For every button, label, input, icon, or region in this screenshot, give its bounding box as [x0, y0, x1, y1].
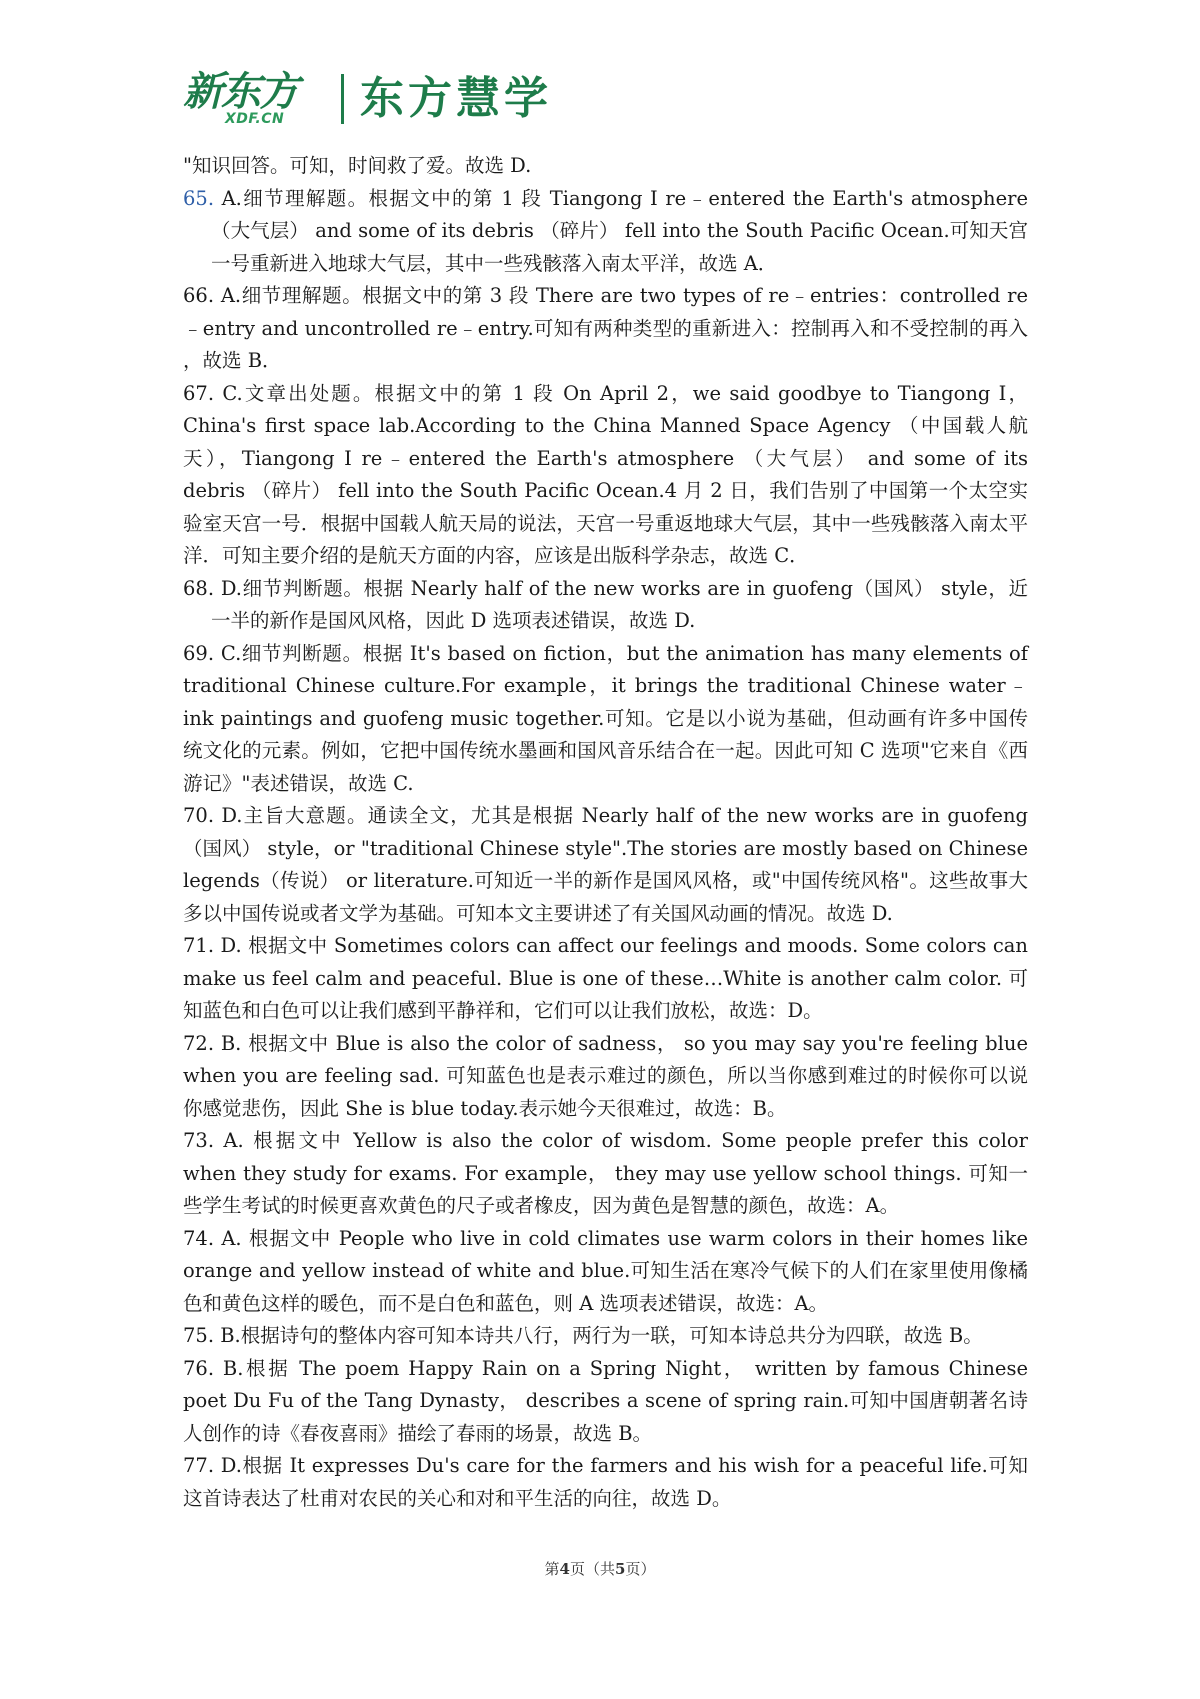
answer-item-74: 74. A. 根据文中 People who live in cold climates use warm colors in their homes like orange and yellow instead of white and blue.可知生活在寒冷气候下的人们在家里使用像橘色和黄色这样的暖色，而不是白色和蓝色，则 A 选项表述错误，故选：A。 — [183, 1226, 1028, 1315]
total-page-count: 5 — [615, 1560, 626, 1578]
logo-cn-text: 新东方 — [183, 69, 297, 115]
answer-item-75: 75. B.根据诗句的整体内容可知本诗共八行，两行为一联，可知本诗总共分为四联，故选 B。 — [183, 1324, 983, 1347]
answer-item-68: 68. D.细节判断题。根据 Nearly half of the new works are in guofeng（国风） style，近一半的新作是国风风格，因此 D 选项表述错误，故选 D. — [183, 576, 1028, 632]
logo-divider — [341, 74, 344, 124]
answer-item-72: 72. B. 根据文中 Blue is also the color of sadness， so you may say you're feeling blue when you are feeling sad. 可知蓝色也是表示难过的颜色，所以当你感到难过的时候你可以说你感觉悲伤，因此 She is blue today.表示她今天很难过，故选：B。 — [183, 1031, 1028, 1120]
page-footer: 第4页（共5页） — [544, 1560, 656, 1578]
answer-item-65: 65. A.细节理解题。根据文中的第 1 段 Tiangong I re﹣entered the Earth's atmosphere（大气层） and some of its debris （碎片） fell into the South Pacific Ocean.可知天宫一号重新进入地球大气层，其中一些残骸落入南太平洋，故选 A． — [183, 186, 1028, 275]
current-page-number: 4 — [559, 1560, 570, 1578]
brand-name: 东方慧学 — [360, 73, 552, 124]
answer-item-67: 67. C.文章出处题。根据文中的第 1 段 On April 2，we said goodbye to Tiangong I，China's first space lab.According to the China Manned Space Agency （中国载人航 天），Tiangong I re﹣entered the Earth's atmosphere （大气层） and some of its debris （碎片） fell into the South Pacific Ocean.4 月 2 日，我们告别了中国第一个太空实验室天宫一号．根据中国载人航天局的说法，天宫一号重返地球大气层，其中一些残骸落入南太平洋．可知主要介绍的是航天方面的内容，应该是出版科学杂志，故选 C． — [183, 381, 1029, 567]
answer-item-66: 66. A.细节理解题。根据文中的第 3 段 There are two types of re﹣entries：controlled re﹣entry and uncontrolled re﹣entry.可知有两种类型的重新进入：控制再入和不受控制的再入 ，故选 B． — [183, 284, 1028, 372]
header — [183, 64, 552, 134]
logo-en-text: XDF.CN — [225, 111, 285, 127]
answer-item-77: 77. D.根据 It expresses Du's care for the farmers and his wish for a peaceful life.可知这首诗表达了杜甫对农民的关心和对和平生活的向往，故选 D。 — [183, 1454, 1028, 1510]
answer-item-69: 69. C.细节判断题。根据 It's based on fiction，but the animation has many elements of traditional Chinese culture.For example，it brings the traditional Chinese water﹣ink paintings and guofeng music together.可知。它是以小说为基础，但动画有许多中国传统文化的元素。例如，它把中国传统水墨画和国风音乐结合在一起。因此可知 C 选项"它来自《西游记》"表述错误，故选 C. — [183, 641, 1028, 795]
answer-item-70: 70. D.主旨大意题。通读全文，尤其是根据 Nearly half of the new works are in guofeng（国风） style，or "traditional Chinese style".The stories are mostly based on Chinese legends（传说） or literature.可知近一半的新作是国风风格，或"中国传统风格"。这些故事大多以中国传说或者文学为基础。可知本文主要讲述了有关国风动画的情况。故选 D. — [183, 804, 1028, 925]
answer-item-71: 71. D. 根据文中 Sometimes colors can affect our feelings and moods. Some colors can make us feel calm and peaceful. Blue is one of these…White is another calm color. 可知蓝色和白色可以让我们感到平静祥和，它们可以让我们放松，故选：D。 — [183, 934, 1028, 1022]
answer-explanations — [183, 150, 1028, 1515]
answer-item-73: 73. A. 根据文中 Yellow is also the color of wisdom. Some people prefer this color when they study for exams. For example， they may use yellow school things. 可知一些学生考试的时候更喜欢黄色的尺子或者橡皮，因为黄色是智慧的颜色，故选：A。 — [183, 1129, 1028, 1217]
answer-item-76: 76. B.根据 The poem Happy Rain on a Spring Night， written by famous Chinese poet Du Fu of the Tang Dynasty， describes a scene of spring rain.可知中国唐朝著名诗人创作的诗《春夜喜雨》描绘了春雨的场景，故选 B。 — [183, 1356, 1028, 1445]
xdf-logo — [183, 68, 323, 130]
answer-item-64-continued: "知识回答。可知，时间救了爱。故选 D. — [183, 154, 532, 177]
question-number-link[interactable]: 65. — [183, 186, 215, 210]
